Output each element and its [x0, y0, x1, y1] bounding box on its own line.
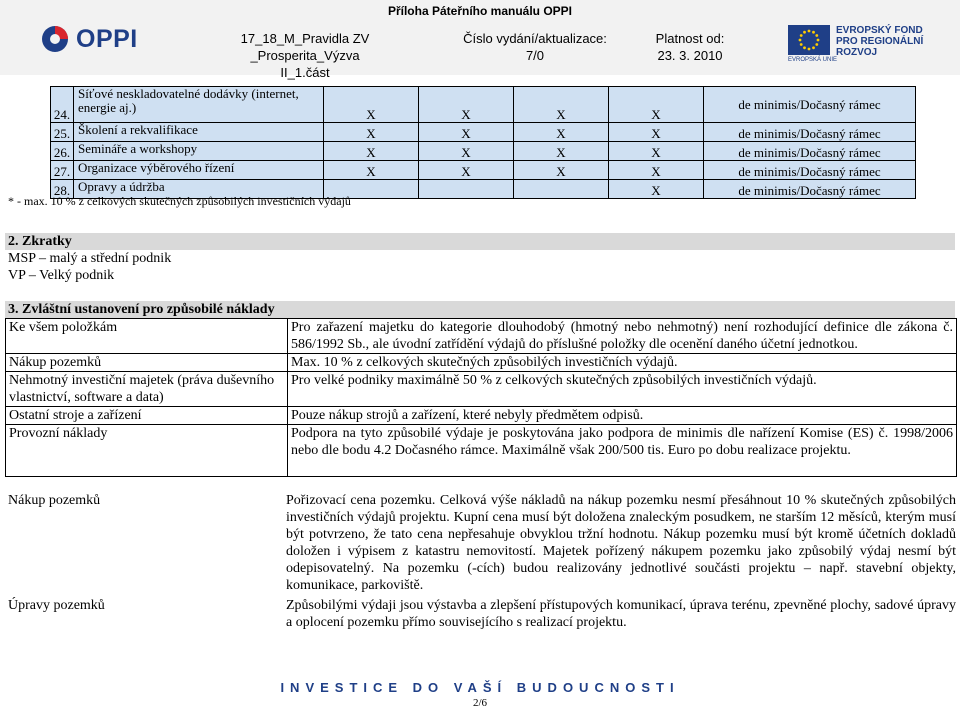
table-row [51, 142, 916, 161]
row-item: Školení a rekvalifikace [74, 123, 324, 142]
row-regime: de minimis/Dočasný rámec [704, 142, 916, 161]
eu-fund-line2: PRO REGIONÁLNÍ [836, 36, 924, 47]
row-mark: X [514, 123, 609, 142]
row-mark: X [609, 142, 704, 161]
special-provisions-table [5, 318, 957, 477]
provision-item: Nehmotný investiční majetek (práva duševního vlastnictví, software a data) [6, 372, 288, 407]
oppi-logo-icon [40, 24, 70, 54]
land-purchase-text: Pořizovací cena pozemku. Celková výše nákladů na nákup pozemku nesmí přesáhnout 10 % skutečných způsobilých investičních výdajů projektu. Kupní cena musí být doložena znaleckým posudkem, ne starším 12 měsíců, kterým musí být potvrzeno, že tato cena nepřesahuje obvyklou tržní hodnotu. Nákup pozemku musí být kromě účetních dokladů doložen i výpisem z katastru nemovitostí. Majetek pořízený nákupem pozemku jako způsobilý výdaj nesmí být odepisovatelný. Na pozemku (-cích) budou realizovány jednotlivé součásti projektu – např. stavební objekty, komunikace, parkoviště. [286, 493, 956, 593]
document-header [0, 0, 960, 80]
row-number: 24. [51, 87, 74, 123]
eu-fund-line1: EVROPSKÝ FOND [836, 25, 923, 36]
document-name [190, 30, 420, 81]
eligible-costs-table [50, 86, 916, 199]
land-modifications-label: Úpravy pozemků [8, 598, 105, 613]
row-mark: X [324, 161, 419, 180]
section3-heading: 3. Zvláštní ustanovení pro způsobilé náklady [5, 301, 955, 318]
row-mark: X [514, 87, 609, 123]
row-item: Semináře a workshopy [74, 142, 324, 161]
eu-flag-icon [788, 25, 830, 55]
provision-item: Nákup pozemků [6, 354, 288, 372]
provision-text: Podpora na tyto způsobilé výdaje je poskytována jako podpora de minimis dle nařízení Komise (ES) č. 1998/2006 nebo dle bodu 4.2 Dočasného rámce. Maximálně však 200/500 tis. Euro po dobu realizace projektu. [288, 425, 957, 477]
row-mark: X [324, 87, 419, 123]
row-regime: de minimis/Dočasný rámec [704, 87, 916, 123]
row-item: Opravy a údržba [74, 180, 324, 199]
provision-item: Ostatní stroje a zařízení [6, 407, 288, 425]
abbreviation-vp: VP – Velký podnik [8, 268, 115, 283]
row-mark: X [419, 161, 514, 180]
version-label: Číslo vydání/aktualizace: [463, 31, 607, 46]
oppi-logo-text: OPPI [76, 24, 138, 53]
land-modifications-text: Způsobilými výdaji jsou výstavba a zlepšení přístupových komunikací, úprava terénu, zpevněné plochy, sadové úpravy a oplocení pozemku přímo souvisejícího s realizací projektu. [286, 598, 956, 630]
validity-info [630, 30, 750, 64]
table-row [51, 161, 916, 180]
table-row [6, 319, 957, 354]
abbreviation-msp: MSP – malý a střední podnik [8, 251, 172, 266]
row-number: 26. [51, 142, 74, 161]
row-mark: X [514, 161, 609, 180]
row-item: Síťové neskladovatelné dodávky (internet, energie aj.) [74, 87, 324, 123]
row-item: Organizace výběrového řízení [74, 161, 324, 180]
row-mark: X [609, 161, 704, 180]
row-number: 25. [51, 123, 74, 142]
table-row [51, 87, 916, 123]
row-mark [419, 180, 514, 199]
section2-heading: 2. Zkratky [5, 233, 955, 250]
row-mark: X [419, 142, 514, 161]
eu-caption: EVROPSKÁ UNIE [788, 57, 838, 63]
provision-item: Provozní náklady [6, 425, 288, 477]
provision-text: Pro zařazení majetku do kategorie dlouhodobý (hmotný nebo nehmotný) není rozhodující definice dle zákona č. 586/1992 Sb., ale úvodní zatřídění výdajů do příslušné položky dle ocenění daného účetní jednotkou. [288, 319, 957, 354]
page-number: 2/6 [472, 697, 488, 709]
row-regime: de minimis/Dočasný rámec [704, 161, 916, 180]
table-row [6, 354, 957, 372]
provision-text: Pro velké podniky maximálně 50 % z celkových skutečných způsobilých investičních výdajů. [288, 372, 957, 407]
row-number: 27. [51, 161, 74, 180]
eu-fund-name [836, 25, 923, 58]
oppi-logo [40, 24, 138, 54]
row-mark [514, 180, 609, 199]
table-row [6, 372, 957, 407]
table-row [6, 407, 957, 425]
row-number: 28. [51, 180, 74, 199]
document-name-line2: II_1.část [280, 65, 330, 80]
row-mark: X [609, 87, 704, 123]
version-info [445, 30, 625, 64]
eu-fund-line3: ROZVOJ [836, 47, 878, 58]
table-row [51, 123, 916, 142]
header-title: Příloha Páteřního manuálu OPPI [387, 4, 573, 18]
eu-logo [788, 25, 924, 63]
valid-value: 23. 3. 2010 [657, 48, 723, 63]
provision-text: Pouze nákup strojů a zařízení, které nebyly předmětem odpisů. [288, 407, 957, 425]
row-mark: X [324, 142, 419, 161]
row-mark: X [609, 180, 704, 199]
version-value: 7/0 [525, 48, 545, 63]
land-purchase-label: Nákup pozemků [8, 493, 101, 508]
table-footnote: * - max. 10 % z celkových skutečných způsobilých investičních výdajů [8, 194, 351, 208]
row-mark: X [609, 123, 704, 142]
document-name-line1: 17_18_M_Pravidla ZV _Prosperita_Výzva [240, 31, 370, 63]
valid-label: Platnost od: [655, 31, 725, 46]
footer-slogan: INVESTICE DO VAŠÍ BUDOUCNOSTI [280, 680, 680, 695]
provision-text: Max. 10 % z celkových skutečných způsobilých investičních výdajů. [288, 354, 957, 372]
row-mark: X [324, 123, 419, 142]
row-mark: X [419, 123, 514, 142]
row-regime: de minimis/Dočasný rámec [704, 123, 916, 142]
provision-item: Ke všem položkám [6, 319, 288, 354]
table-row [6, 425, 957, 477]
row-mark: X [419, 87, 514, 123]
row-mark: X [514, 142, 609, 161]
row-regime: de minimis/Dočasný rámec [704, 180, 916, 199]
